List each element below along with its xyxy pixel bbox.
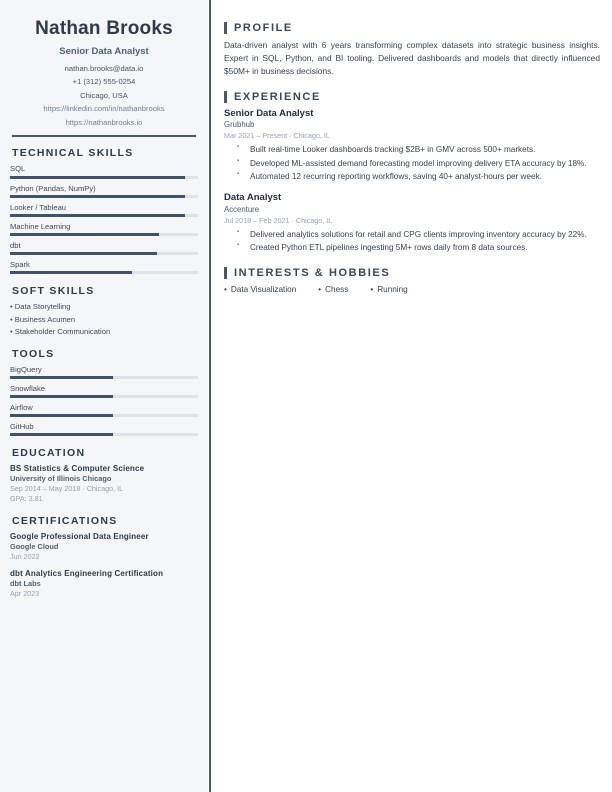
tool-bar-track bbox=[10, 414, 198, 417]
tool-label: Snowflake bbox=[10, 383, 46, 393]
job-bullet: ▪ Created Python ETL pipelines ingesting 5M+ rows daily from 8 data sources. bbox=[224, 242, 600, 254]
skill-bar-track bbox=[10, 271, 198, 274]
skill-bar-fill bbox=[10, 252, 157, 255]
skill-label: Python (Pandas, NumPy) bbox=[10, 183, 96, 193]
skill-row bbox=[10, 241, 198, 255]
job-role: Data Analyst bbox=[224, 192, 282, 204]
job-bullet: ▪ Delivered analytics solutions for retail and CPG clients improving inventory accuracy by 22%. bbox=[224, 229, 600, 241]
skill-bar-track bbox=[10, 233, 198, 236]
experience-header bbox=[224, 91, 600, 103]
interests-list bbox=[224, 284, 600, 296]
certification-issuer: dbt Labs bbox=[10, 579, 41, 589]
experience-section bbox=[224, 91, 600, 254]
contact-email: nathan.brooks@data.io bbox=[64, 64, 144, 73]
job-bullet: ▪ Developed ML-assisted demand forecasting model improving delivery ETA accuracy by 18%. bbox=[224, 158, 600, 170]
profile-text: Data-driven analyst with 6 years transforming complex datasets into strategic business insights. Expert in SQL, Python, and BI tooling. Delivered dashboards and models that directly influenced $50M+ in business decisions. bbox=[224, 40, 600, 77]
technical-skills-title: TECHNICAL SKILLS bbox=[12, 147, 134, 160]
tool-label: Airflow bbox=[10, 402, 33, 412]
skill-label: dbt bbox=[10, 240, 21, 250]
certification-date: Jun 2022 bbox=[10, 552, 40, 562]
soft-skills-title: SOFT SKILLS bbox=[12, 285, 95, 298]
skill-label: SQL bbox=[10, 164, 26, 174]
candidate-name: Nathan Brooks bbox=[35, 18, 173, 39]
soft-skills-section bbox=[10, 285, 198, 336]
skill-bar-track bbox=[10, 252, 198, 255]
job-company: Accenture bbox=[224, 204, 260, 214]
tool-row bbox=[10, 422, 198, 436]
job-meta: Mar 2021 – Present · Chicago, IL bbox=[224, 131, 330, 141]
tool-bar-fill bbox=[10, 433, 113, 436]
tool-row bbox=[10, 403, 198, 417]
certification-name: dbt Analytics Engineering Certification bbox=[10, 568, 164, 578]
section-accent-bar-icon bbox=[224, 91, 227, 103]
tool-label: GitHub bbox=[10, 421, 34, 431]
skill-bar-track bbox=[10, 214, 198, 217]
certification-entry bbox=[10, 532, 198, 562]
tool-row bbox=[10, 365, 198, 379]
skill-row bbox=[10, 164, 198, 178]
contact-phone: +1 (312) 555-0254 bbox=[72, 77, 136, 87]
skill-bar-fill bbox=[10, 233, 159, 236]
job-role: Senior Data Analyst bbox=[224, 108, 314, 120]
skill-bar-track bbox=[10, 176, 198, 179]
profile-title: PROFILE bbox=[234, 22, 293, 34]
skill-row bbox=[10, 260, 198, 274]
certification-date: Apr 2023 bbox=[10, 589, 40, 599]
interest-item: • Chess bbox=[318, 284, 348, 296]
job-bullet: ▪ Built real-time Looker dashboards tracking $2B+ in GMV across 500+ markets. bbox=[224, 144, 600, 156]
education-gpa: GPA: 3.81 bbox=[10, 494, 43, 504]
skill-bar-fill bbox=[10, 176, 185, 179]
technical-skills-section bbox=[10, 147, 198, 274]
candidate-job-title: Senior Data Analyst bbox=[59, 46, 149, 57]
section-accent-bar-icon bbox=[224, 22, 227, 34]
skill-row bbox=[10, 222, 198, 236]
column-divider bbox=[208, 0, 212, 792]
tools-section bbox=[10, 348, 198, 436]
skill-label: Looker / Tableau bbox=[10, 202, 67, 212]
job-bullet-list bbox=[224, 229, 600, 255]
profile-section bbox=[224, 22, 600, 78]
main-column bbox=[212, 0, 612, 792]
education-entry bbox=[10, 464, 198, 504]
interests-section bbox=[224, 267, 600, 296]
certifications-section bbox=[10, 515, 198, 599]
interest-item: • Data Visualization bbox=[224, 284, 296, 296]
skill-row bbox=[10, 184, 198, 198]
soft-skill-item: • Business Acumen bbox=[10, 314, 76, 324]
contact-location: Chicago, USA bbox=[80, 90, 128, 100]
certifications-title: CERTIFICATIONS bbox=[12, 514, 118, 527]
tool-bar-track bbox=[10, 395, 198, 398]
tool-row bbox=[10, 384, 198, 398]
section-accent-bar-icon bbox=[224, 267, 227, 279]
soft-skill-item: • Data Storytelling bbox=[10, 302, 71, 312]
tool-bar-fill bbox=[10, 395, 113, 398]
skill-label: Spark bbox=[10, 259, 30, 269]
experience-title: EXPERIENCE bbox=[234, 91, 321, 104]
tools-title: TOOLS bbox=[12, 347, 55, 360]
skill-row bbox=[10, 203, 198, 217]
education-section bbox=[10, 447, 198, 504]
tool-label: BigQuery bbox=[10, 364, 42, 374]
skill-bar-fill bbox=[10, 195, 185, 198]
interest-item: • Running bbox=[370, 284, 407, 296]
interests-header bbox=[224, 267, 600, 279]
contact-linkedin-link[interactable]: https://linkedin.com/in/nathanbrooks bbox=[43, 104, 165, 114]
header-divider bbox=[12, 135, 196, 137]
job-bullet-list bbox=[224, 144, 600, 183]
skill-bar-track bbox=[10, 195, 198, 198]
tool-bar-track bbox=[10, 376, 198, 379]
education-degree: BS Statistics & Computer Science bbox=[10, 463, 145, 473]
job-bullet: ▪ Automated 12 recurring reporting workflows, saving 40+ analyst-hours per week. bbox=[224, 171, 600, 183]
contact-website-link[interactable]: https://nathanbrooks.io bbox=[65, 117, 143, 127]
education-title: EDUCATION bbox=[12, 446, 86, 459]
education-meta: Sep 2014 – May 2018 · Chicago, IL bbox=[10, 484, 124, 494]
skill-bar-fill bbox=[10, 271, 132, 274]
tool-bar-track bbox=[10, 433, 198, 436]
tool-bar-fill bbox=[10, 414, 113, 417]
experience-entry bbox=[224, 192, 600, 254]
job-company: Grubhub bbox=[224, 120, 255, 130]
interests-title: INTERESTS & HOBBIES bbox=[234, 267, 391, 280]
sidebar bbox=[0, 0, 208, 792]
skill-label: Machine Learning bbox=[10, 221, 71, 231]
skill-bar-fill bbox=[10, 214, 185, 217]
certification-entry bbox=[10, 569, 198, 599]
certification-issuer: Google Cloud bbox=[10, 542, 59, 552]
tool-bar-fill bbox=[10, 376, 113, 379]
experience-entry bbox=[224, 108, 600, 183]
education-school: University of Illinois Chicago bbox=[10, 474, 112, 484]
job-meta: Jul 2018 – Feb 2021 · Chicago, IL bbox=[224, 215, 333, 225]
soft-skill-item: • Stakeholder Communication bbox=[10, 327, 111, 337]
certification-name: Google Professional Data Engineer bbox=[10, 531, 149, 541]
profile-header bbox=[224, 22, 600, 34]
